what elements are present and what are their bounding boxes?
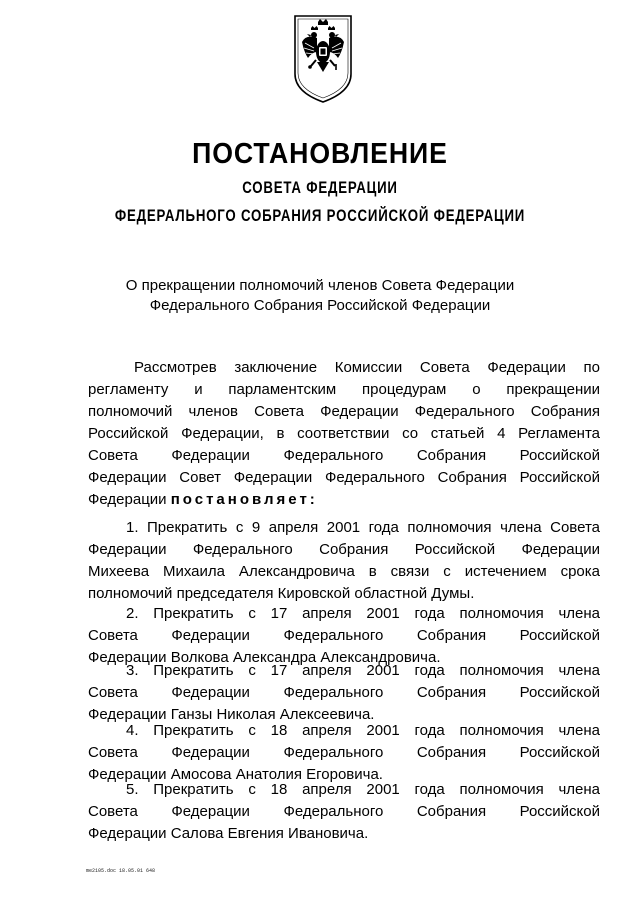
item-line: 3. Прекратить с 17 апреля 2001 года полномочия члена [126,662,600,679]
item-line: 4. Прекратить с 18 апреля 2001 года полномочия члена [126,722,600,739]
resolution-item-3 [88,660,600,726]
preamble-line: регламенту и парламентским процедурам о прекращении [88,381,600,398]
preamble-paragraph [88,357,600,511]
preamble-line: Российской Федерации, в соответствии со статьей 4 Регламента [88,425,600,442]
item-line: Федерации Салова Евгения Ивановича. [88,825,369,842]
issuer-line-1: СОВЕТА ФЕДЕРАЦИИ [242,178,398,197]
item-line: Совета Федерации Федерального Собрания Российской [88,744,600,761]
file-stamp: me2105.doc 18.05.01 648 [86,868,156,874]
preamble-line: Федерации Совет Федерации Федерального Собрания Российской [88,469,600,486]
resolution-item-1 [88,517,600,605]
subject-line-2: Федерального Собрания Российской Федерации [149,297,491,314]
item-line: Михеева Михаила Александровича в связи с истечением срока [88,563,600,580]
resolution-verb: постановляет: [170,491,318,508]
item-line: 5. Прекратить с 18 апреля 2001 года полномочия члена [126,781,600,798]
item-line: Федерации Ганзы Николая Алексеевича. [88,706,375,723]
preamble-last-line [88,489,600,511]
item-line: Федерации Амосова Анатолия Егоровича. [88,766,383,783]
preamble-line: Совета Федерации Федерального Собрания Российской [88,447,600,464]
item-line: Федерации Волкова Александра Александровича. [88,649,441,666]
resolution-item-4 [88,720,600,786]
item-line: Федерации Федерального Собрания Российской Федерации [88,541,600,558]
item-line: Совета Федерации Федерального Собрания Российской [88,684,600,701]
preamble-line: Рассмотрев заключение Комиссии Совета Федерации по [134,359,600,376]
subject-line-1: О прекращении полномочий членов Совета Федерации [125,277,515,294]
issuer-line-2: ФЕДЕРАЛЬНОГО СОБРАНИЯ РОССИЙСКОЙ ФЕДЕРАЦИИ [114,206,526,225]
document-title: ПОСТАНОВЛЕНИЕ [192,138,448,170]
preamble-line-prefix: Федерации [88,491,167,508]
item-line: 1. Прекратить с 9 апреля 2001 года полномочия члена Совета [126,519,600,536]
item-line: 2. Прекратить с 17 апреля 2001 года полномочия члена [126,605,600,622]
item-line: Совета Федерации Федерального Собрания Российской [88,627,600,644]
resolution-item-5 [88,779,600,845]
russian-double-headed-eagle-icon [292,12,354,104]
item-line: Совета Федерации Федерального Собрания Российской [88,803,600,820]
preamble-line: полномочий членов Совета Федерации Федерального Собрания [88,403,600,420]
item-line: полномочий председателя Кировской областной Думы. [88,585,475,602]
